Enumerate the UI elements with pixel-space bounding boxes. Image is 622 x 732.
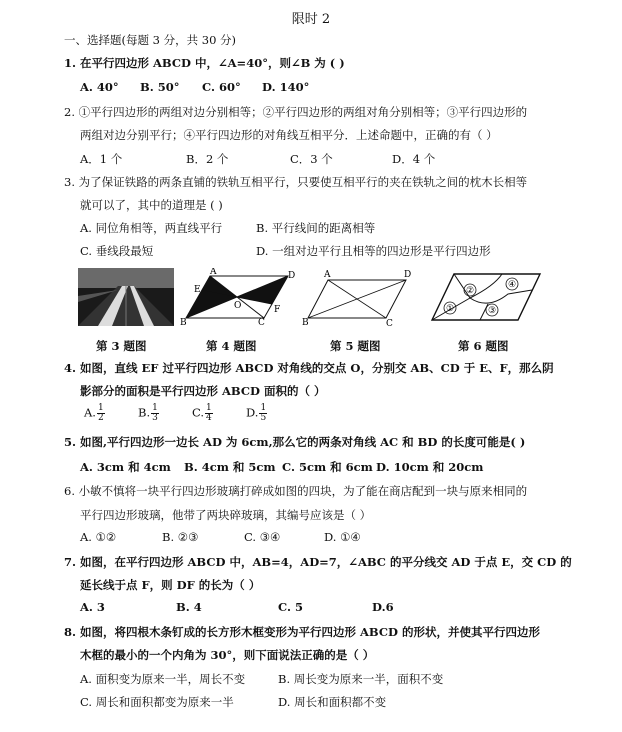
q2-option-a[interactable]: A．1 个 (80, 152, 123, 166)
q4-option-c[interactable]: C. $\frac{1}{4}$ (192, 403, 212, 423)
q5-option-c[interactable]: C. 5cm 和 6cm (282, 460, 373, 474)
q4-line1: 4. 如图，直线 EF 过平行四边形 ABCD 对角线的交点 O，分别交 AB、CD 于 E、F，那么阴 (64, 361, 554, 375)
q1-option-c[interactable]: C. 60° (202, 80, 241, 94)
q7-option-c[interactable]: C. 5 (278, 600, 303, 614)
fig4-label-o: O (234, 301, 242, 311)
fig6-label-3: ③ (488, 306, 497, 316)
q8-option-c[interactable]: C. 周长和面积都变为原来一半 (80, 695, 234, 709)
fig6-label-2: ② (466, 286, 475, 296)
fig5-label-d: D (404, 270, 412, 280)
fig4-label-f: F (274, 305, 281, 315)
q1-option-b[interactable]: B. 50° (140, 80, 180, 94)
q6-option-c[interactable]: C. ③④ (244, 530, 281, 544)
q1-option-a[interactable]: A. 40° (80, 80, 119, 94)
fig5-label-a: A (324, 270, 331, 280)
q3-line1: 3. 为了保证铁路的两条直铺的铁轨互相平行，只要使互相平行的夹在铁轨之间的枕木长相等 (64, 175, 528, 189)
q8-option-a[interactable]: A. 面积变为原来一半，周长不变 (80, 672, 246, 686)
q4-option-d[interactable]: D. $\frac{1}{5}$ (246, 403, 267, 423)
q2-option-b[interactable]: B．2 个 (186, 152, 229, 166)
fig6-label-4: ④ (508, 280, 517, 290)
caption-fig4: 第 4 题图 (206, 339, 257, 353)
q3-option-c[interactable]: C. 垂线段最短 (80, 244, 154, 258)
q6-option-a[interactable]: A. ①② (80, 530, 117, 544)
caption-fig3: 第 3 题图 (96, 339, 147, 353)
section-heading: 一、选择题(每题 3 分，共 30 分) (64, 33, 237, 47)
fig6-label-1: ① (446, 304, 455, 314)
q1-option-d[interactable]: D. 140° (262, 80, 310, 94)
q7-line2: 延长线于点 F，则 DF 的长为（ ） (80, 578, 261, 592)
q5-option-d[interactable]: D. 10cm 和 20cm (376, 460, 484, 474)
q7-option-a[interactable]: A. 3 (80, 600, 105, 614)
q2-option-c[interactable]: C．3 个 (290, 152, 333, 166)
figure-6-broken-glass (428, 268, 544, 329)
fig5-label-c: C (386, 319, 393, 326)
fig5-label-b: B (302, 318, 309, 326)
page-title: 限时 2 (291, 12, 331, 27)
figure-3-railway-photo (78, 268, 174, 329)
q3-line2: 就可以了，其中的道理是 ( ) (80, 198, 223, 212)
figure-5-parallelogram (302, 268, 412, 329)
fig4-label-e: E (194, 285, 201, 295)
q2-option-d[interactable]: D．4 个 (392, 152, 436, 166)
q8-option-d[interactable]: D. 周长和面积都不变 (278, 695, 387, 709)
q5-option-a[interactable]: A. 3cm 和 4cm (80, 460, 171, 474)
fig4-label-d: D (288, 271, 296, 281)
q4-line2: 影部分的面积是平行四边形 ABCD 面积的（ ） (80, 384, 326, 398)
q3-option-b[interactable]: B. 平行线间的距离相等 (256, 221, 376, 235)
q5-option-b[interactable]: B. 4cm 和 5cm (184, 460, 276, 474)
q7-option-b[interactable]: B. 4 (176, 600, 202, 614)
q3-option-a[interactable]: A. 同位角相等，两直线平行 (80, 221, 223, 235)
figure-4-parallelogram (180, 268, 300, 329)
q1-stem: 1. 在平行四边形 ABCD 中，∠A=40°，则∠B 为 ( ) (64, 56, 345, 70)
fig4-label-c: C (258, 318, 265, 326)
q8-line1: 8. 如图，将四根木条钉成的长方形木框变形为平行四边形 ABCD 的形状，并使其平行四边形 (64, 625, 540, 639)
fig4-label-a: A (210, 268, 217, 277)
q3-option-d[interactable]: D. 一组对边平行且相等的四边形是平行四边形 (256, 244, 491, 258)
caption-fig6: 第 6 题图 (458, 339, 509, 353)
q8-line2: 木框的最小的一个内角为 30°，则下面说法正确的是（ ） (80, 648, 375, 662)
q6-line1: 6. 小敏不慎将一块平行四边形玻璃打碎成如图的四块，为了能在商店配到一块与原来相同的 (64, 484, 528, 498)
q7-option-d[interactable]: D.6 (372, 600, 394, 614)
q4-option-a[interactable]: A. $\frac{1}{2}$ (84, 403, 104, 423)
caption-fig5: 第 5 题图 (330, 339, 381, 353)
q6-line2: 平行四边形玻璃，他带了两块碎玻璃，其编号应该是（ ） (80, 508, 372, 522)
q2-line1: 2. ①平行四边形的两组对边分别相等；②平行四边形的两组对角分别相等；③平行四边形的 (64, 105, 528, 119)
q2-line2: 两组对边分别平行；④平行四边形的对角线互相平分．上述命题中，正确的有（ ） (80, 128, 498, 142)
q4-option-b[interactable]: B. $\frac{1}{3}$ (138, 403, 158, 423)
q7-line1: 7. 如图，在平行四边形 ABCD 中，AB=4，AD=7，∠ABC 的平分线交 AD 于点 E，交 CD 的 (64, 555, 572, 569)
q8-option-b[interactable]: B. 周长变为原来一半，面积不变 (278, 672, 444, 686)
q5-stem: 5. 如图,平行四边形一边长 AD 为 6cm,那么它的两条对角线 AC 和 BD 的长度可能是( ) (64, 435, 526, 449)
q6-option-b[interactable]: B. ②③ (162, 530, 199, 544)
fig4-label-b: B (180, 318, 187, 326)
q6-option-d[interactable]: D. ①④ (324, 530, 361, 544)
